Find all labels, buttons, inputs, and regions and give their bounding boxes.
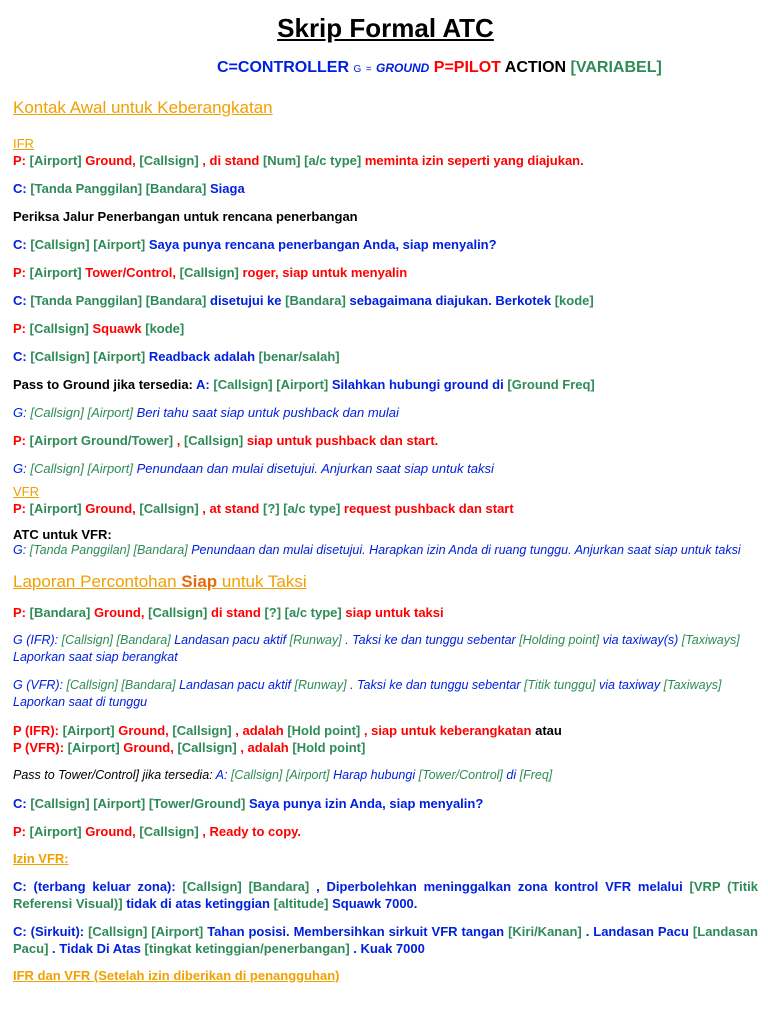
script-line: P (VFR): [Airport] Ground, [Callsign] , adalah [Hold point] [13,740,366,755]
script-line: P: [Airport] Ground, [Callsign] , Ready to copy. [13,824,302,839]
legend-g-eq: = [365,64,372,75]
legend-pilot: P=PILOT [433,59,501,76]
script-line: P: [Airport] Tower/Control, [Callsign] roger, siap untuk menyalin [13,265,408,280]
script-line: G: [Tanda Panggilan] [Bandara] Penundaan dan mulai disetujui. Harapkan izin Anda di ruang tunggu. Anjurkan saat siap untuk taksi [13,543,741,557]
script-line: C: [Tanda Panggilan] [Bandara] disetujui ke [Bandara] sebagaimana diajukan. Berkotek [kode] [13,293,594,308]
label-ifr-vfr-holding: IFR dan VFR (Setelah izin diberikan di penangguhan) [13,968,340,983]
script-line: G (VFR): [Callsign] [Bandara] Landasan pacu aktif [Runway] . Taksi ke dan tunggu sebentar [Titik tunggu] via taxiway [Taxiways] Laporkan saat di tunggu [13,678,722,709]
script-line: C: [Callsign] [Airport] Saya punya rencana penerbangan Anda, siap menyalin? [13,237,497,252]
label-ifr: IFR [13,136,34,151]
script-line: P (IFR): [Airport] Ground, [Callsign] , adalah [Hold point] , siap untuk keberangkatan atau [13,723,562,738]
script-line: C: (terbang keluar zona): [Callsign] [Bandara] , Diperbolehkan meninggalkan zona kontrol VFR melalui [VRP (Titik Referensi Visual)] tidak di atas ketinggian [altitude] Squawk 7000. [13,879,758,911]
legend-g-letter: G [353,64,362,75]
script-line: Pass to Tower/Control] jika tersedia: A: [Callsign] [Airport] Harap hubungi [Tower/Control] di [Freq] [13,768,553,782]
script-line: P: [Callsign] Squawk [kode] [13,321,185,336]
script-line: Pass to Ground jika tersedia: A: [Callsign] [Airport] Silahkan hubungi ground di [Ground Freq] [13,377,595,392]
script-line: Periksa Jalur Penerbangan untuk rencana penerbangan [13,209,358,224]
script-line: G (IFR): [Callsign] [Bandara] Landasan pacu aktif [Runway] . Taksi ke dan tunggu sebentar [Holding point] via taxiway(s) [Taxiways] Laporkan saat siap berangkat [13,633,740,664]
page-title: Skrip Formal ATC [277,13,494,43]
script-line: P: [Airport] Ground, [Callsign] , at stand [?] [a/c type] request pushback dan start [13,501,514,516]
label-izin-vfr: Izin VFR: [13,851,69,866]
section-heading-departure: Kontak Awal untuk Keberangkatan [13,98,273,117]
legend-variabel: [VARIABEL] [570,59,662,76]
script-line: ATC untuk VFR: [13,527,112,542]
script-line: C: [Tanda Panggilan] [Bandara] Siaga [13,181,245,196]
document-page [13,12,758,984]
script-line: P: [Airport] Ground, [Callsign] , di stand [Num] [a/c type] meminta izin seperti yang diajukan. [13,153,584,168]
legend-controller: C=CONTROLLER [217,59,349,76]
label-vfr: VFR [13,484,39,499]
script-line: C: [Callsign] [Airport] [Tower/Ground] Saya punya izin Anda, siap menyalin? [13,796,484,811]
script-line: G: [Callsign] [Airport] Penundaan dan mulai disetujui. Anjurkan saat siap untuk taksi [13,461,494,476]
legend-action: ACTION [504,59,567,76]
script-line: P: [Bandara] Ground, [Callsign] di stand [?] [a/c type] siap untuk taksi [13,605,444,620]
script-line: C: [Callsign] [Airport] Readback adalah [benar/salah] [13,349,340,364]
script-line: G: [Callsign] [Airport] Beri tahu saat siap untuk pushback dan mulai [13,405,399,420]
script-line: C: (Sirkuit): [Callsign] [Airport] Tahan posisi. Membersihkan sirkuit VFR tangan [Kiri/Kanan] . Landasan Pacu [Landasan Pacu] . Tidak Di Atas [tingkat ketinggian/penerbangan] . Kuak 7000 [13,924,758,956]
legend-ground: GROUND [375,61,430,75]
section-heading-taxi: Laporan Percontohan Siap untuk Taksi [13,572,307,591]
legend [13,58,758,80]
script-line: P: [Airport Ground/Tower] , [Callsign] siap untuk pushback dan start. [13,433,439,448]
